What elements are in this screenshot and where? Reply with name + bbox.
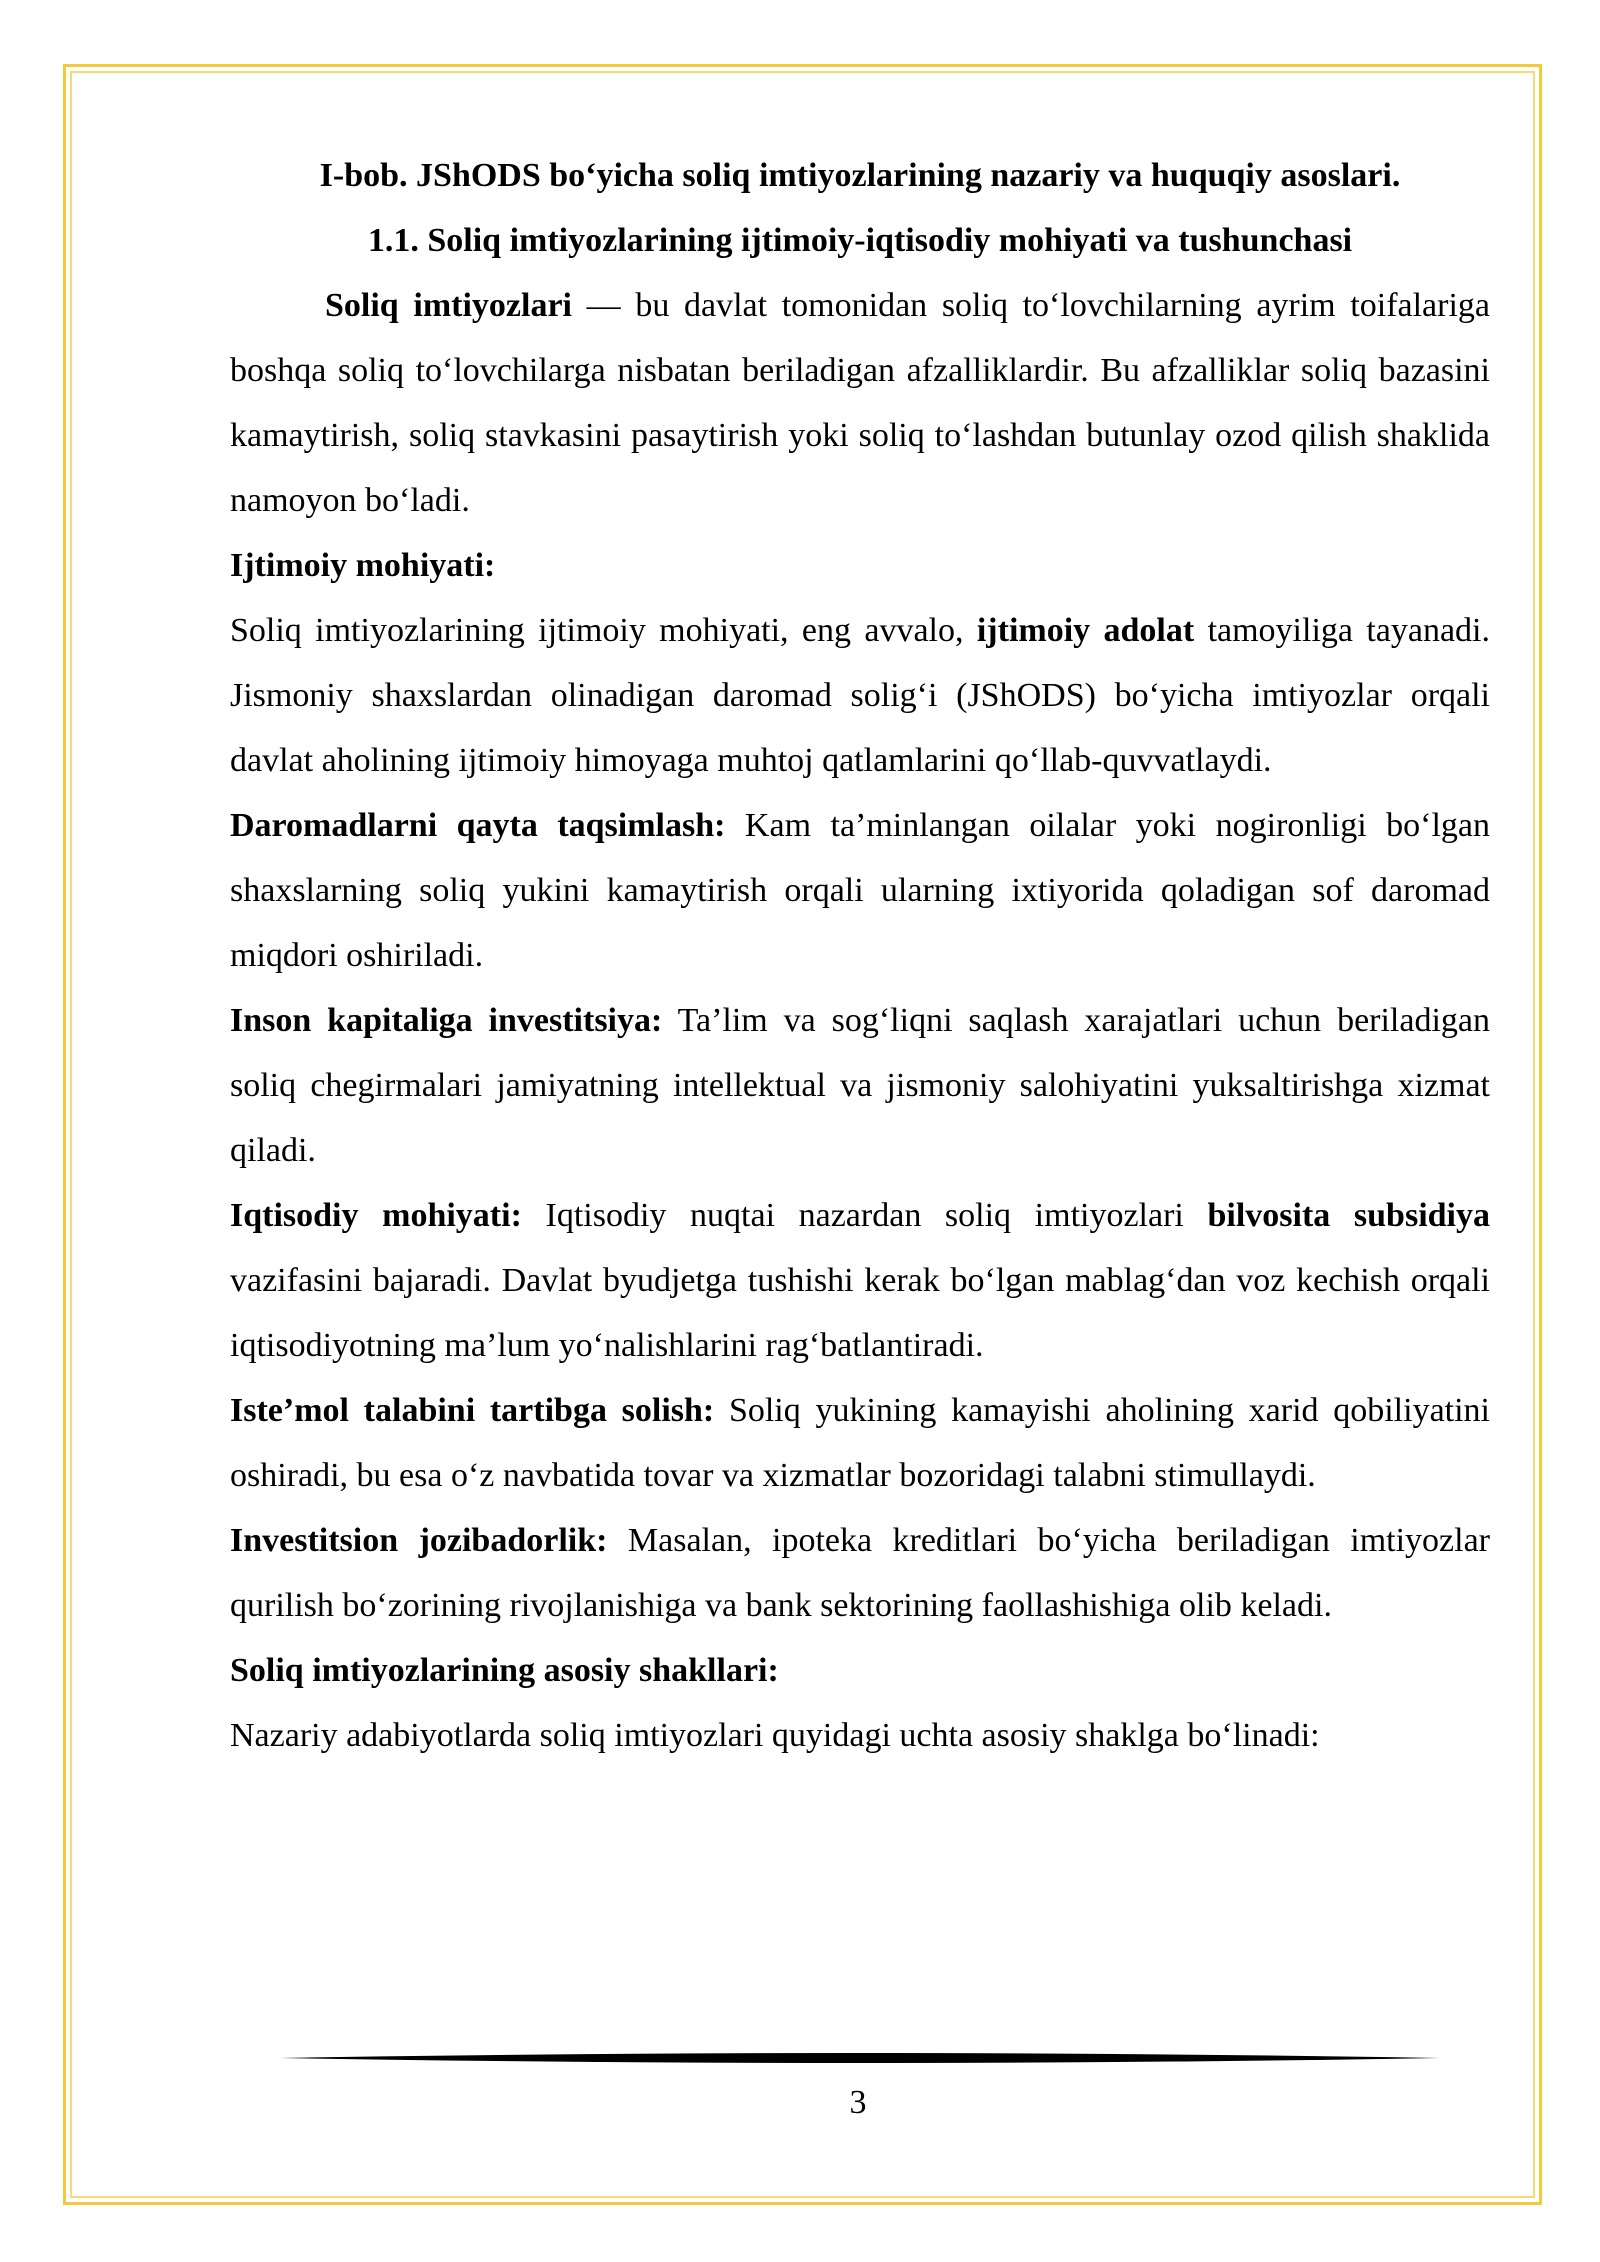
section-title: 1.1. Soliq imtiyozlarining ijtimoiy-iqtisodiy mohiyati va tushunchasi: [367, 222, 1353, 259]
social-text-1: Soliq imtiyozlarining ijtimoiy mohiyati, eng avvalo,: [230, 612, 977, 649]
social-heading: Ijtimoiy mohiyati:: [230, 547, 496, 584]
investment-label: Investitsion jozibadorlik:: [230, 1522, 608, 1559]
demand-text: Soliq yukining kamayishi aholining xarid qobiliyatini oshiradi, bu esa o‘z navbatida tovar va xizmatlar bozoridagi talabni stimullaydi.: [230, 1392, 1490, 1494]
economic-paragraph: [230, 1183, 1490, 1378]
intro-paragraph: [230, 273, 1490, 533]
redistribution-label: Daromadlarni qayta taqsimlash:: [230, 807, 726, 844]
forms-paragraph: Nazariy adabiyotlarda soliq imtiyozlari quyidagi uchta asosiy shaklga bo‘linadi:: [230, 1717, 1320, 1754]
economic-bold: bilvosita subsidiya: [1207, 1197, 1490, 1234]
human-capital-label: Inson kapitaliga investitsiya:: [230, 1002, 663, 1039]
demand-paragraph: [230, 1378, 1490, 1508]
investment-paragraph: [230, 1508, 1490, 1638]
page-content: [230, 143, 1490, 1768]
social-text-2: tamoyiliga tayanadi. Jismoniy shaxslardan olinadigan daromad solig‘i (JShODS) bo‘yicha imtiyozlar orqali davlat aholining ijtimoiy himoyaga muhtoj qatlamlarini qo‘llab-quvvatlaydi.: [230, 612, 1490, 779]
redistribution-paragraph: [230, 793, 1490, 988]
social-bold: ijtimoiy adolat: [976, 612, 1195, 649]
social-paragraph: [230, 598, 1490, 793]
forms-heading: Soliq imtiyozlarining asosiy shakllari:: [230, 1652, 779, 1689]
human-capital-text: Ta’lim va sog‘liqni saqlash xarajatlari uchun beriladigan soliq chegirmalari jamiyatning intellektual va jismoniy salohiyatini yuksaltirishga xizmat qiladi.: [230, 1002, 1490, 1169]
demand-label: Iste’mol talabini tartibga solish:: [230, 1392, 715, 1429]
intro-term: Soliq imtiyozlari: [325, 287, 572, 324]
economic-label: Iqtisodiy mohiyati:: [230, 1197, 522, 1234]
redistribution-text: Kam ta’minlangan oilalar yoki nogironligi bo‘lgan shaxslarning soliq yukini kamaytirish orqali ularning ixtiyorida qoladigan sof daromad miqdori oshiriladi.: [230, 807, 1490, 974]
intro-text: — bu davlat tomonidan soliq to‘lovchilarning ayrim toifalariga boshqa soliq to‘lovchilarga nisbatan beriladigan afzalliklardir. Bu afzalliklar soliq bazasini kamaytirish, soliq stavkasini pasaytirish yoki soliq to‘lashdan butunlay ozod qilish shaklida namoyon bo‘ladi.: [230, 287, 1490, 519]
chapter-title: I-bob. JShODS bo‘yicha soliq imtiyozlarining nazariy va huquqiy asoslari.: [319, 157, 1401, 194]
human-capital-paragraph: [230, 988, 1490, 1183]
investment-text: Masalan, ipoteka kreditlari bo‘yicha beriladigan imtiyozlar qurilish bo‘zorining rivojlanishiga va bank sektorining faollashishiga olib keladi.: [230, 1522, 1490, 1624]
economic-text-1: Iqtisodiy nuqtai nazardan soliq imtiyozlari: [521, 1197, 1208, 1234]
footer-divider: [280, 2048, 1440, 2068]
economic-text-2: vazifasini bajaradi. Davlat byudjetga tushishi kerak bo‘lgan mablag‘dan voz kechish orqali iqtisodiyotning ma’lum yo‘nalishlarini rag‘batlantiradi.: [230, 1262, 1490, 1364]
page-number: 3: [849, 2084, 867, 2121]
